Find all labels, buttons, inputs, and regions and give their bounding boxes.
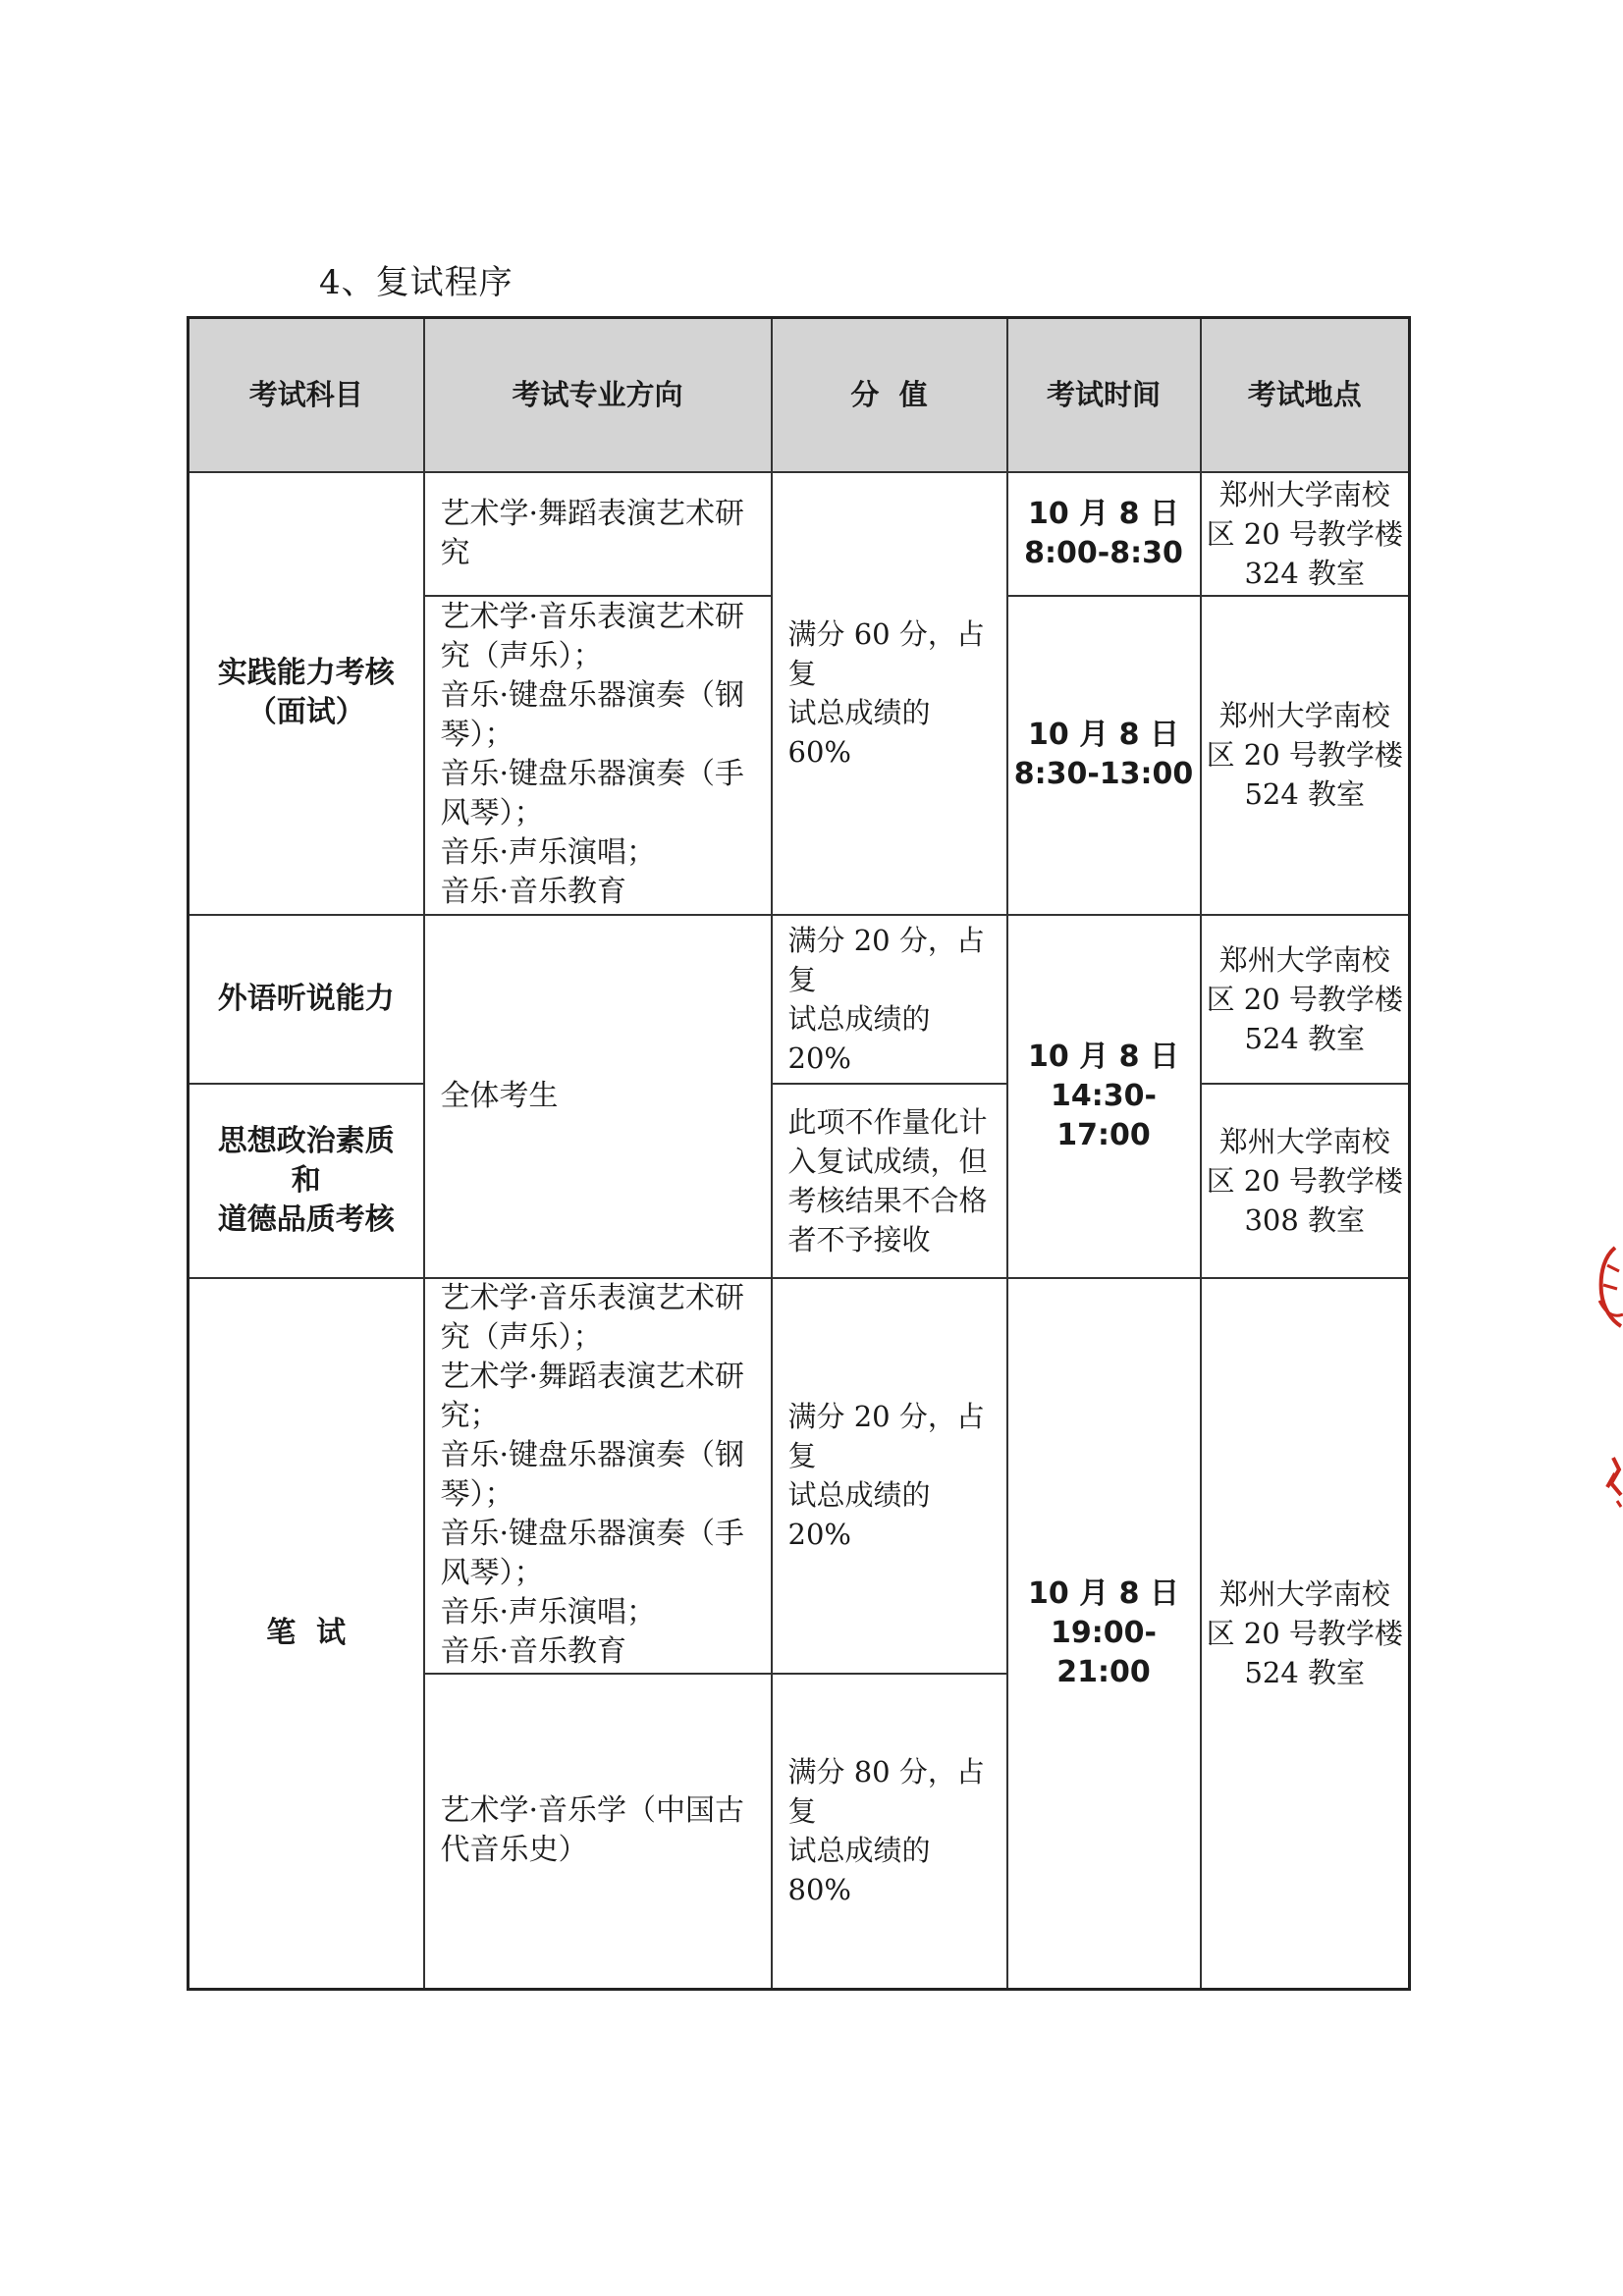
major-line: 音乐·音乐教育 <box>440 875 627 909</box>
written-place-cell <box>1201 1278 1410 1990</box>
major-line: 究（声乐）； <box>440 639 603 673</box>
place-line: 郑州大学南校 <box>1218 477 1390 511</box>
major-line: 艺术学·音乐表演艺术研 <box>440 1281 745 1315</box>
header-major: 考试专业方向 <box>424 318 772 472</box>
ideology-subject-line: 思想政治素质和 <box>217 1123 395 1198</box>
table-row <box>189 1278 1410 1674</box>
time-line: 10 月 8 日 <box>1028 496 1179 531</box>
score-line: 满分 60 分，占复 <box>787 617 985 690</box>
major-line: 音乐·键盘乐器演奏（钢 <box>440 1438 745 1472</box>
shared-major-cell <box>424 915 772 1278</box>
practice-major-dance-cell <box>424 472 772 596</box>
written-score-2-cell <box>772 1674 1007 1990</box>
major-line: 究（声乐）； <box>440 1320 603 1355</box>
score-line: 考核结果不合格 <box>787 1183 988 1217</box>
major-line: 全体考生 <box>440 1078 559 1113</box>
seal-stamp-fragment <box>1586 1242 1623 1575</box>
ideology-subject-cell <box>189 1084 424 1278</box>
table-row <box>189 1084 1410 1278</box>
score-line: 试总成绩的 20% <box>787 1001 931 1075</box>
major-line: 音乐·音乐教育 <box>440 1634 627 1669</box>
practice-subject-line: （面试） <box>246 695 365 729</box>
score-line: 试总成绩的 20% <box>787 1478 931 1551</box>
time-line: 8:30-13:00 <box>1013 757 1194 791</box>
section-heading: 4、复试程序 <box>319 263 514 302</box>
shared-time-cell <box>1007 915 1201 1278</box>
place-line: 524 教室 <box>1244 1021 1366 1055</box>
place-line: 郑州大学南校 <box>1218 1576 1390 1611</box>
major-line: 琴）； <box>440 1477 514 1512</box>
major-line: 代音乐史） <box>440 1833 588 1868</box>
score-line: 满分 20 分，占复 <box>787 923 985 996</box>
table-row <box>189 915 1410 1084</box>
practice-major-music-cell <box>424 596 772 915</box>
practice-time-1-cell <box>1007 472 1201 596</box>
language-subject-cell <box>189 915 424 1084</box>
major-line: 音乐·声乐演唱； <box>440 1595 657 1629</box>
practice-subject-cell <box>189 472 424 915</box>
written-major-2-cell <box>424 1674 772 1990</box>
time-line: 10 月 8 日 <box>1028 1039 1179 1074</box>
practice-time-2-cell <box>1007 596 1201 915</box>
table-row <box>189 472 1410 596</box>
major-line: 音乐·键盘乐器演奏（手 <box>440 757 745 791</box>
language-place-cell <box>1201 915 1410 1084</box>
exam-schedule-table <box>187 316 1411 1991</box>
time-line: 8:00-8:30 <box>1024 535 1183 570</box>
time-line: 14:30-17:00 <box>1051 1078 1157 1152</box>
time-line: 19:00-21:00 <box>1051 1615 1157 1689</box>
header-time: 考试时间 <box>1007 318 1201 472</box>
major-line: 音乐·键盘乐器演奏（手 <box>440 1517 745 1551</box>
place-line: 郑州大学南校 <box>1218 699 1390 732</box>
place-line: 区 20 号教学楼 <box>1206 738 1403 772</box>
place-line: 郑州大学南校 <box>1218 1124 1390 1158</box>
score-line: 满分 20 分，占复 <box>787 1400 985 1472</box>
written-subject: 笔 试 <box>266 1615 347 1650</box>
major-line: 风琴）； <box>440 1556 544 1590</box>
score-line: 试总成绩的 60% <box>787 696 931 769</box>
major-line: 艺术学·舞蹈表演艺术研 <box>440 1360 745 1394</box>
ideology-subject-line: 道德品质考核 <box>217 1201 395 1237</box>
language-score-cell <box>772 915 1007 1084</box>
place-line: 区 20 号教学楼 <box>1206 982 1403 1016</box>
practice-place-1-cell <box>1201 472 1410 596</box>
major-line: 琴）； <box>440 718 514 752</box>
score-line: 入复试成绩，但 <box>787 1144 988 1178</box>
place-line: 524 教室 <box>1244 777 1366 811</box>
major-line: 艺术学·音乐学（中国古 <box>440 1793 745 1829</box>
header-score: 分 值 <box>772 318 1007 472</box>
written-subject-cell <box>189 1278 424 1990</box>
ideology-score-cell <box>772 1084 1007 1278</box>
practice-place-2-cell <box>1201 596 1410 915</box>
written-score-1-cell <box>772 1278 1007 1674</box>
major-line: 音乐·声乐演唱； <box>440 835 657 870</box>
major-line: 究； <box>440 1399 500 1433</box>
place-line: 郑州大学南校 <box>1218 942 1390 977</box>
major-line: 艺术学·音乐表演艺术研 <box>440 600 745 634</box>
header-subject: 考试科目 <box>189 318 424 472</box>
major-line: 风琴）； <box>440 796 544 830</box>
place-line: 324 教室 <box>1244 556 1366 590</box>
written-time-cell <box>1007 1278 1201 1990</box>
place-line: 区 20 号教学楼 <box>1206 516 1403 551</box>
score-line: 者不予接收 <box>787 1222 931 1256</box>
place-line: 308 教室 <box>1244 1202 1366 1237</box>
place-line: 区 20 号教学楼 <box>1206 1616 1403 1650</box>
score-line: 此项不作量化计 <box>787 1104 988 1139</box>
major-line: 究 <box>440 535 470 570</box>
ideology-place-cell <box>1201 1084 1410 1278</box>
time-line: 10 月 8 日 <box>1028 718 1179 752</box>
score-line: 满分 80 分，占复 <box>787 1755 985 1829</box>
practice-subject-line: 实践能力考核 <box>217 656 395 690</box>
place-line: 524 教室 <box>1244 1655 1366 1689</box>
language-subject: 外语听说能力 <box>217 981 395 1016</box>
score-line: 试总成绩的 80% <box>787 1834 931 1907</box>
place-line: 区 20 号教学楼 <box>1206 1163 1403 1198</box>
major-line: 音乐·键盘乐器演奏（钢 <box>440 678 745 713</box>
practice-score-cell <box>772 472 1007 915</box>
written-major-1-cell <box>424 1278 772 1674</box>
header-row <box>189 318 1410 472</box>
major-line: 艺术学·舞蹈表演艺术研 <box>440 496 745 531</box>
time-line: 10 月 8 日 <box>1028 1575 1179 1611</box>
header-place: 考试地点 <box>1201 318 1410 472</box>
